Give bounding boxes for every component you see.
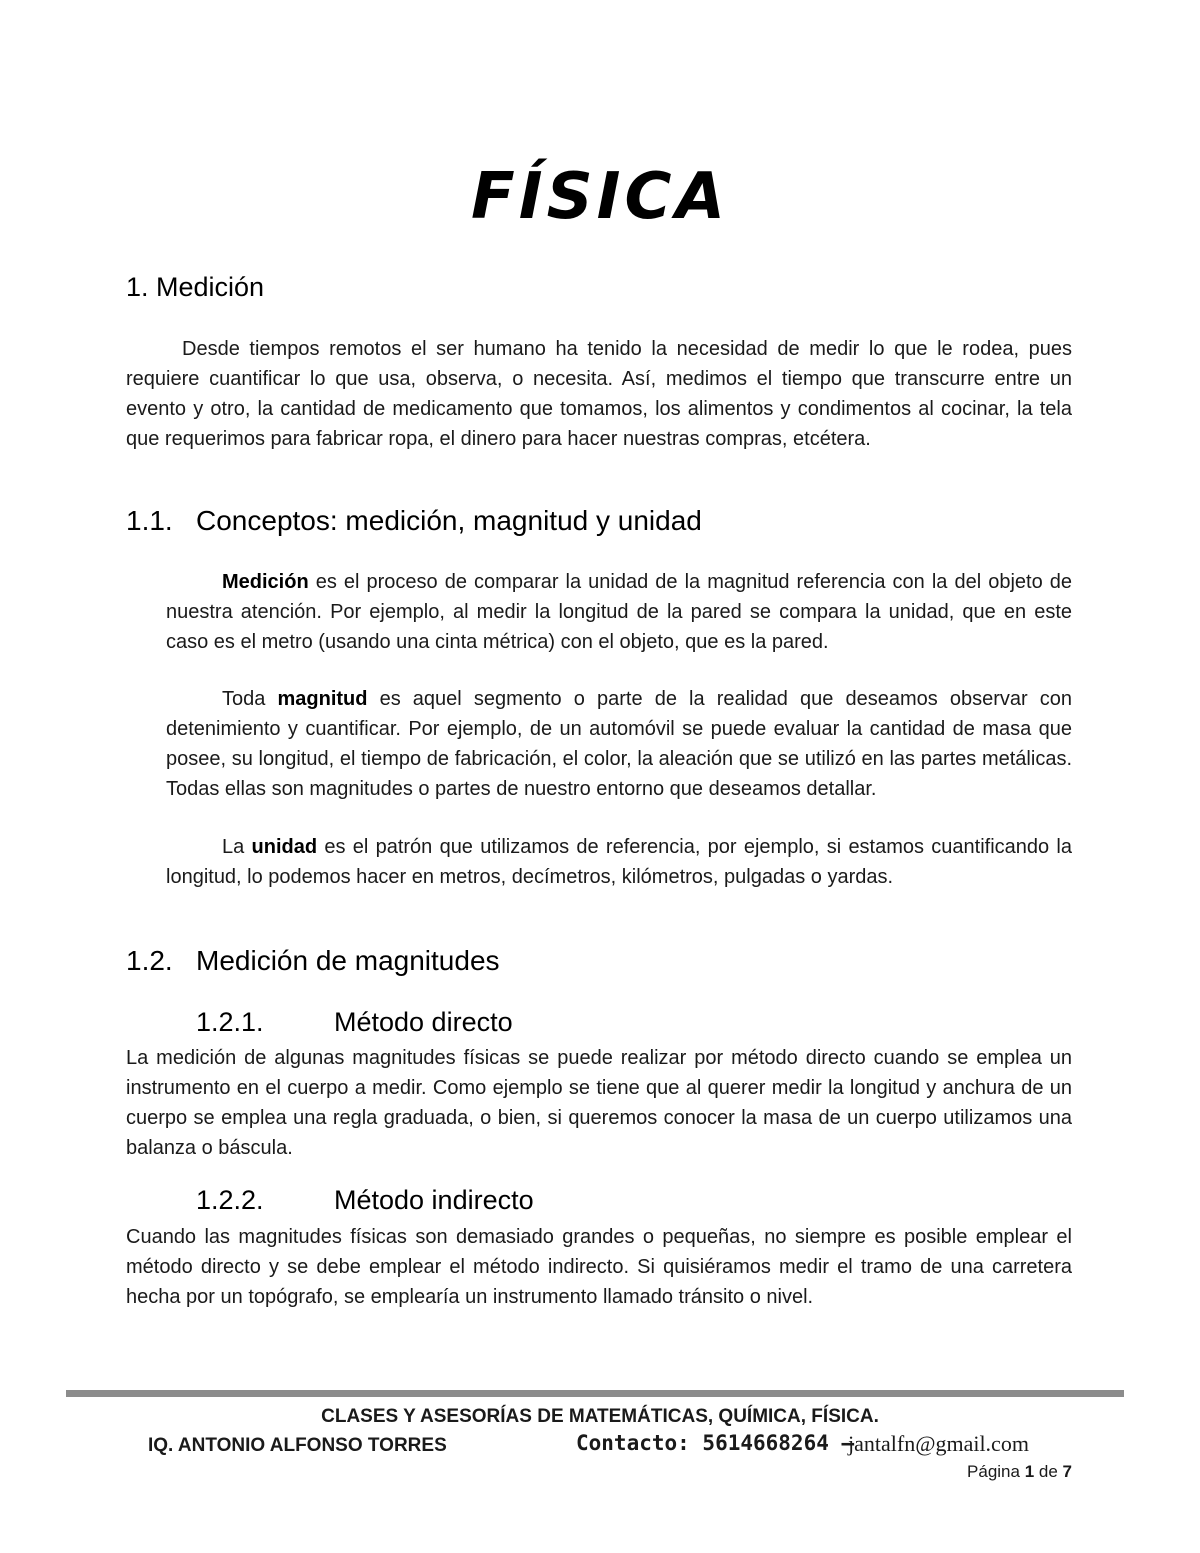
- page-number: [967, 1462, 1072, 1482]
- magnitud-prefix: Toda: [222, 688, 278, 710]
- medicion-text: es el proceso de comparar la unidad de la magnitud referencia con la del objeto de nuestra atención. Por ejemplo, al medir la longitud de la pared se compara la unidad, que en este caso es el metro (usando una cinta métrica) con el objeto, que es la pared.: [166, 571, 1072, 653]
- page-label: Página: [967, 1462, 1025, 1481]
- section-1-2-1-title: Método directo: [334, 1007, 513, 1037]
- section-1-2-2-heading: [196, 1185, 534, 1216]
- magnitud-definition: [166, 684, 1072, 804]
- section-1-2-number: 1.2.: [126, 945, 173, 976]
- section-1-2-1-heading: [196, 1007, 513, 1038]
- magnitud-text: es aquel segmento o parte de la realidad que deseamos observar con detenimiento y cuantificar. Por ejemplo, de un automóvil se puede evaluar la cantidad de masa que posee, su longitud, el tiempo de fabricación, el color, la aleación que se utilizó en las partes metálicas. Todas ellas son magnitudes o partes de nuestro entorno que deseamos detallar.: [166, 688, 1072, 800]
- metodo-indirecto-paragraph: Cuando las magnitudes físicas son demasiado grandes o pequeñas, no siempre es posible emplear el método directo y se debe emplear el método indirecto. Si quisiéramos medir el tramo de una carretera hecha por un topógrafo, se emplearía un instrumento llamado tránsito o nivel.: [126, 1226, 1072, 1308]
- section-1-paragraph: Desde tiempos remotos el ser humano ha tenido la necesidad de medir lo que le rodea, pues requiere cuantificar lo que usa, observa, o necesita. Así, medimos el tiempo que transcurre entre un evento y otro, la cantidad de medicamento que tomamos, los alimentos y condimentos al cocinar, la tela que requerimos para fabricar ropa, el dinero para hacer nuestras compras, etcétera.: [126, 338, 1072, 450]
- page-of: de: [1034, 1462, 1063, 1481]
- page-current: 1: [1024, 1462, 1035, 1481]
- medicion-definition: [166, 567, 1072, 657]
- document-title: FÍSICA: [471, 160, 729, 234]
- footer-author: IQ. ANTONIO ALFONSO TORRES: [148, 1435, 447, 1456]
- unidad-text: es el patrón que utilizamos de referencia, por ejemplo, si estamos cuantificando la longitud, lo podemos hacer en metros, decímetros, kilómetros, pulgadas o yardas.: [166, 836, 1072, 888]
- section-1-2-heading: [126, 945, 500, 977]
- medicion-term: Medición: [222, 571, 309, 593]
- footer-divider: [66, 1390, 1124, 1397]
- magnitud-term: magnitud: [277, 688, 368, 710]
- section-1-2-1-number: 1.2.1.: [196, 1007, 264, 1037]
- page-total: 7: [1062, 1462, 1072, 1481]
- section-1-2-title: Medición de magnitudes: [196, 945, 500, 976]
- footer-services: CLASES Y ASESORÍAS DE MATEMÁTICAS, QUÍMICA, FÍSICA.: [321, 1406, 879, 1427]
- unidad-definition: [166, 832, 1072, 892]
- footer-email: jantalfn@gmail.com: [848, 1431, 1029, 1456]
- footer-contact: Contacto: 5614668264 –: [576, 1431, 855, 1455]
- section-1-1-title: Conceptos: medición, magnitud y unidad: [196, 505, 702, 536]
- unidad-prefix: La: [222, 836, 252, 858]
- section-1-2-2-title: Método indirecto: [334, 1185, 534, 1215]
- section-1-heading: 1. Medición: [126, 272, 265, 302]
- section-1-1-heading: [126, 505, 702, 537]
- section-1-2-2-number: 1.2.2.: [196, 1185, 264, 1215]
- unidad-term: unidad: [251, 836, 318, 858]
- metodo-directo-paragraph: La medición de algunas magnitudes físicas se puede realizar por método directo cuando se emplea un instrumento en el cuerpo a medir. Como ejemplo se tiene que al querer medir la longitud y anchura de un cuerpo se emplea una regla graduada, o bien, si queremos conocer la masa de un cuerpo utilizamos una balanza o báscula.: [126, 1047, 1072, 1159]
- section-1-1-number: 1.1.: [126, 505, 173, 536]
